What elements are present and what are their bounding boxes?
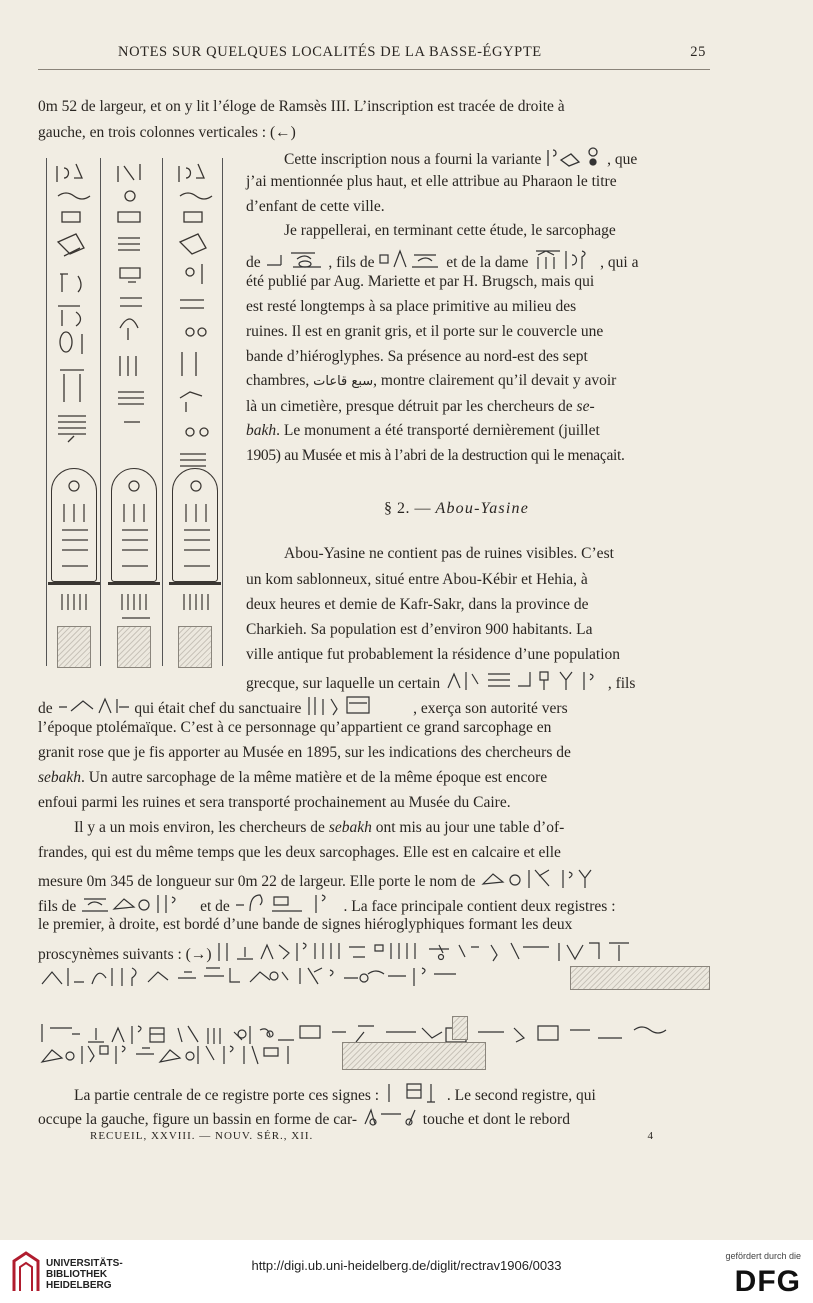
funded-by-label: gefördert durch die: [725, 1251, 801, 1261]
text-line: le premier, à droite, est bordé d’une bande de signes hiéroglyphiques formant les deux: [38, 916, 573, 933]
text-line: j’ai mentionnée plus haut, et elle attribue au Pharaon le titre: [246, 173, 617, 190]
text-line: Il y a un mois environ, les chercheurs de sebakh ont mis au jour une table d’of-: [74, 819, 565, 836]
permalink-url[interactable]: http://digi.ub.uni-heidelberg.de/diglit/rectrav1906/0033: [251, 1258, 562, 1273]
text-line: frandes, qui est du même temps que les deux sarcophages. Elle est en calcaire et elle: [38, 844, 561, 861]
footer-sheet-number: 4: [647, 1130, 654, 1142]
text-line: gauche, en trois colonnes verticales : (←): [38, 124, 296, 141]
text-line: Je rappellerai, en terminant cette étude, le sarcophage: [284, 222, 616, 239]
hieroglyph-group: [532, 247, 596, 271]
hieroglyph-group: [234, 891, 340, 915]
hieroglyph-group: [444, 668, 604, 692]
hieroglyph-group: [378, 247, 442, 271]
text-line: un kom sablonneux, situé entre Abou-Kébir et Hehia, à: [246, 571, 588, 588]
text-line: de qui était chef du sanctuaire , exerça son autorité vers: [38, 693, 568, 719]
section-heading: § 2. — Abou-Yasine: [384, 500, 530, 517]
hieroglyph-group: [305, 693, 409, 717]
text-line: d’enfant de cette ville.: [246, 198, 385, 215]
text-line: l’époque ptolémaïque. C’est à ce personnage qu’appartient ce grand sarcophage en: [38, 719, 552, 736]
text-line: de , fils de et de la dame , qui a: [246, 247, 708, 273]
hieroglyph-group: [545, 146, 603, 168]
hieroglyph-group: [383, 1080, 443, 1104]
text-line: est resté longtemps à sa place primitive au milieu des: [246, 298, 577, 315]
text-line: ville antique fut probablement la résidence d’une population: [246, 646, 621, 663]
text-line: chambres, سبع قاعات, montre clairement qu’il devait y avoir: [246, 372, 617, 389]
hieroglyph-group: [479, 866, 599, 890]
lacuna-hatch: [178, 626, 212, 668]
lacuna-hatch: [570, 966, 710, 990]
text-line: 1905) au Musée et mis à l’abri de la destruction qui le menaçait.: [246, 447, 625, 464]
lacuna-hatch: [117, 626, 151, 668]
column-rule: [46, 158, 47, 666]
text-line: mesure 0m 345 de longueur sur 0m 22 de largeur. Elle porte le nom de: [38, 866, 599, 892]
running-title: NOTES SUR QUELQUES LOCALITÉS DE LA BASSE-ÉGYPTE: [118, 44, 542, 60]
hieroglyph-group: [57, 693, 131, 717]
text-line: été publié par Aug. Mariette et par H. Brugsch, mais qui: [246, 273, 595, 290]
text-line: enfoui parmi les ruines et sera transporté prochainement au Musée du Caire.: [38, 794, 511, 811]
text-line: ruines. Il est en granit gris, et il porte sur le couvercle une: [246, 323, 604, 340]
column-rule: [222, 158, 223, 666]
header-rule: [38, 69, 710, 70]
arabic-text: سبع قاعات: [313, 374, 374, 389]
library-name: UNIVERSITÄTS- BIBLIOTHEK HEIDELBERG: [46, 1258, 123, 1291]
lacuna-hatch: [57, 626, 91, 668]
text-line: sebakh. Un autre sarcophage de la même matière et de la même époque est encore: [38, 769, 548, 786]
text-line: granit rose que je fis apporter au Musée en 1895, sur les indications des chercheurs de: [38, 744, 571, 761]
text-line: proscynèmes suivants : (→): [38, 939, 655, 965]
dfg-logo: DFG: [734, 1265, 801, 1298]
text-line: occupe la gauche, figure un bassin en forme de car- touche et dont le rebord: [38, 1104, 570, 1130]
page-number: 25: [690, 44, 706, 60]
text-line: bakh. Le monument a été transporté dernièrement (juillet: [246, 422, 600, 439]
text-line: Cette inscription nous a fourni la variante , que: [284, 146, 637, 170]
running-header: [38, 44, 710, 64]
lacuna-hatch: [452, 1016, 468, 1040]
hieroglyph-group: [265, 247, 325, 271]
footer-signature: RECUEIL, XXVIII. — NOUV. SÉR., XII.: [90, 1130, 314, 1142]
hieroglyph-group: [80, 891, 196, 915]
text-line: La partie centrale de ce registre porte ces signes : . Le second registre, qui: [74, 1080, 596, 1106]
text-line: fils de et de . La face principale contient deux registres :: [38, 891, 616, 917]
hieroglyph-group: [215, 939, 655, 963]
text-line: Charkieh. Sa population est d’environ 900 habitants. La: [246, 621, 593, 638]
lacuna-hatch: [342, 1042, 486, 1070]
text-line: là un cimetière, presque détruit par les chercheurs de se-: [246, 398, 595, 415]
text-line: 0m 52 de largeur, et on y lit l’éloge de Ramsès III. L’inscription est tracée de droite à: [38, 98, 565, 115]
footer: [90, 1130, 670, 1142]
text-line: Abou-Yasine ne contient pas de ruines visibles. C’est: [284, 545, 614, 562]
text-line: grecque, sur laquelle un certain , fils: [246, 668, 635, 694]
text-line: bande d’hiéroglyphes. Sa présence au nord-est des sept: [246, 348, 588, 365]
text-line: deux heures et demie de Kafr-Sakr, dans la province de: [246, 596, 589, 613]
hieroglyph-group: [361, 1104, 419, 1128]
